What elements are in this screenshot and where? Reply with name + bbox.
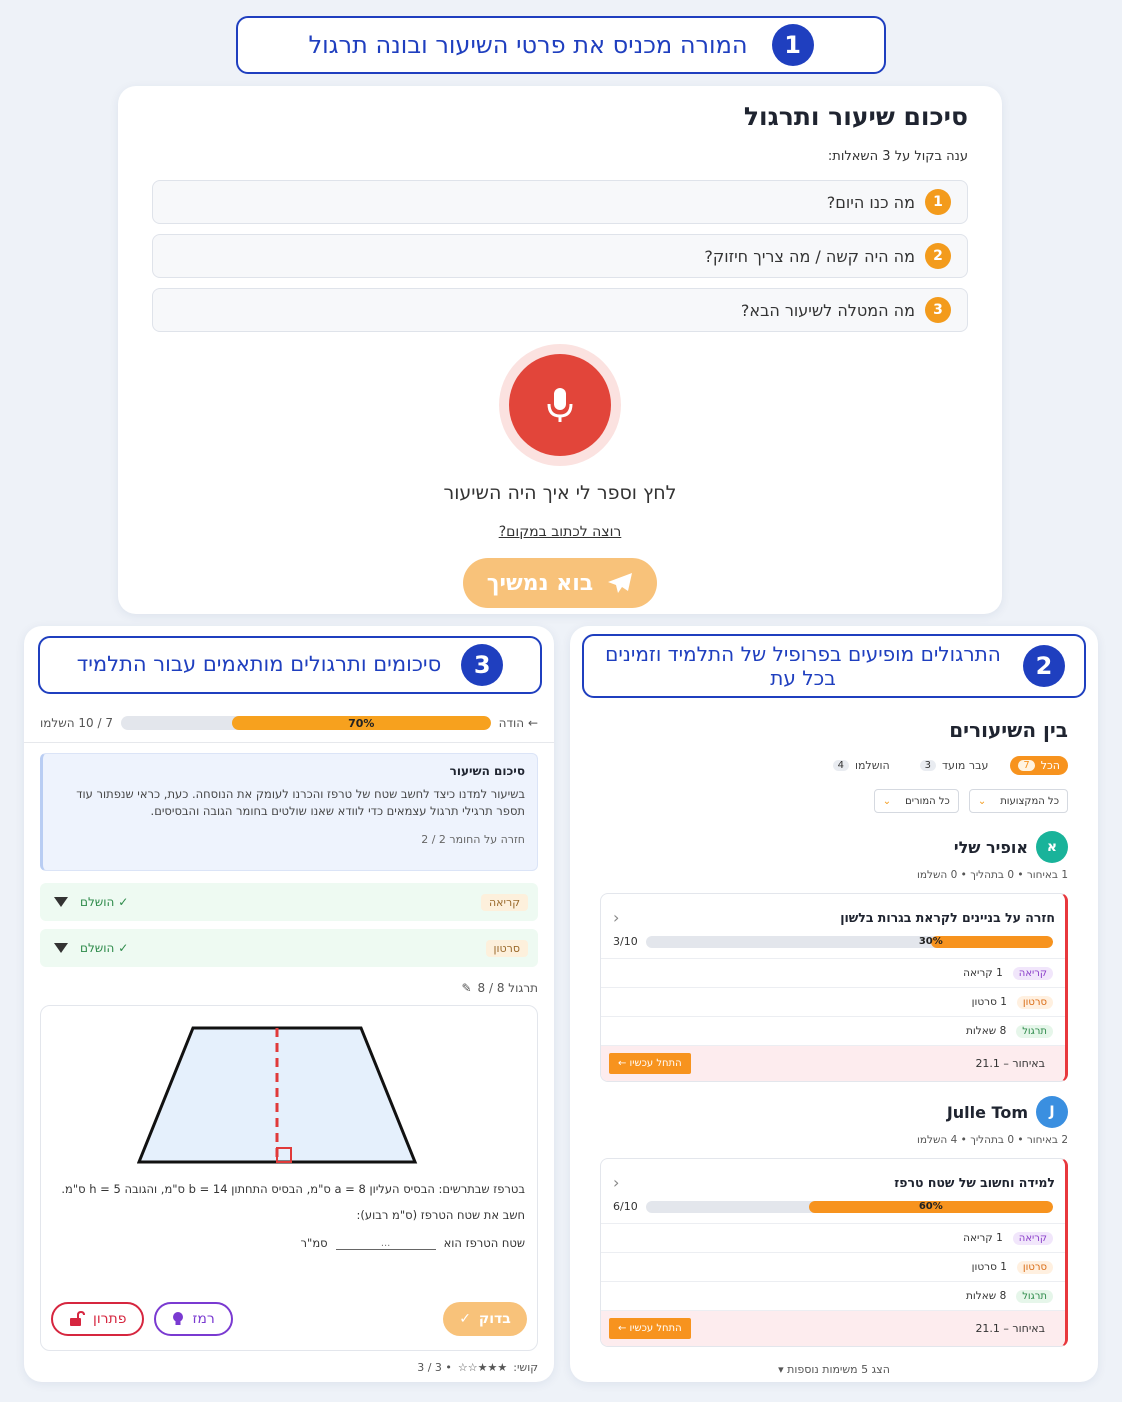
due-status: באיחור – 21.1: [975, 1057, 1045, 1070]
continue-label: בוא נמשיך: [486, 570, 594, 596]
question-text: מה כנו היום?: [826, 192, 915, 212]
hint-button[interactable]: [154, 1302, 232, 1336]
filter-dropdown[interactable]: [874, 789, 959, 813]
item-text: 8 שאלות: [966, 1290, 1007, 1302]
continue-button[interactable]: [463, 558, 657, 608]
item-type-tag: קריאה: [481, 894, 528, 911]
summary-title: סיכום השיעור: [449, 764, 525, 778]
card-title: סיכום שיעור ותרגול: [743, 102, 968, 131]
item-text: 1 סרטון: [971, 1261, 1007, 1273]
lesson-task-item[interactable]: [601, 987, 1065, 1016]
chevron-down-icon: ⌄: [882, 795, 892, 807]
progress-fill: [232, 716, 491, 730]
checkmark-icon: ✓: [459, 1311, 471, 1327]
microphone-icon: [545, 386, 575, 424]
question-number: 3: [925, 297, 951, 323]
student-name: אופיר שלי: [953, 837, 1028, 857]
hint-label: רמז: [192, 1311, 215, 1327]
step-1-banner: [236, 16, 886, 74]
answer-unit: סמ"ר: [300, 1236, 328, 1250]
unlock-icon: [69, 1311, 85, 1327]
progress-bar: [646, 936, 1053, 948]
answer-row: [53, 1236, 525, 1250]
expand-caret-icon[interactable]: [54, 897, 68, 907]
item-text: 1 קריאה: [963, 1232, 1003, 1244]
lesson-task-footer: [601, 1310, 1065, 1346]
student-summary-card: [24, 626, 554, 1382]
lesson-summary: [40, 753, 538, 871]
item-type-tag: סרטון: [486, 940, 528, 957]
filter-dropdown[interactable]: [969, 789, 1068, 813]
lesson-task-item[interactable]: [601, 958, 1065, 987]
question-text: מה המטלה לשיעור הבא?: [740, 300, 915, 320]
write-instead-link[interactable]: רוצה לכתוב במקום?: [498, 524, 622, 540]
record-button[interactable]: [509, 354, 611, 456]
mic-prompt: לחץ וספר לי איך היה השיעור: [443, 482, 677, 504]
step-number: 3: [461, 644, 503, 686]
student-header: [600, 1096, 1068, 1128]
lesson-task-progress: [601, 927, 1065, 958]
item-type-tag: תרגול: [1016, 1025, 1053, 1038]
chevron-left-icon[interactable]: ‹: [613, 908, 620, 927]
lightbulb-icon: [172, 1311, 184, 1327]
chevron-down-icon: ⌄: [977, 795, 987, 807]
expand-caret-icon[interactable]: [54, 943, 68, 953]
progress-percent: 30%: [918, 936, 943, 947]
start-now-button[interactable]: התחל עכשיו ←: [609, 1318, 691, 1339]
tab-label: הושלמו: [854, 759, 890, 772]
lesson-task-card: [600, 1158, 1068, 1347]
avatar: J: [1036, 1096, 1068, 1128]
tab-count: 7: [1018, 760, 1034, 771]
pencil-icon: ✎: [461, 981, 472, 995]
help-buttons: [51, 1302, 233, 1336]
question-row: [152, 288, 968, 332]
step-text: סיכומים ותרגולים מותאמים עבור התלמיד: [76, 652, 442, 677]
step-text: התרגולים מופיעים בפרופיל של התלמיד וזמינים בכל עת: [605, 642, 1001, 690]
lesson-task-footer: [601, 1045, 1065, 1081]
filter-tabs: [600, 756, 1068, 775]
summary-count: חזרה על החומר 2 / 2: [421, 832, 525, 846]
progress-count: 6/10: [613, 1200, 638, 1213]
question-number: 2: [925, 243, 951, 269]
completed-status: [54, 895, 128, 909]
exercise-card: [40, 1005, 538, 1351]
progress-bar: [121, 716, 491, 730]
lesson-summary-card: [118, 86, 1002, 614]
card-subtitle: ענה בקול על 3 השאלות:: [827, 149, 968, 164]
filter-tab[interactable]: [1010, 756, 1068, 775]
mic-halo: [499, 344, 621, 466]
item-text: 1 קריאה: [963, 967, 1003, 979]
tab-count: 4: [833, 760, 849, 771]
student-name: Julle Tom: [946, 1102, 1028, 1122]
filter-tab[interactable]: [912, 756, 997, 775]
lesson-task-progress: [601, 1192, 1065, 1223]
completed-item[interactable]: [40, 929, 538, 967]
item-type-tag: קריאה: [1013, 1232, 1053, 1245]
completed-item[interactable]: [40, 883, 538, 921]
step-number: 2: [1023, 645, 1065, 687]
section-title: בין השיעורים: [949, 718, 1068, 742]
difficulty-row: [40, 1361, 538, 1374]
lesson-task-item[interactable]: [601, 1223, 1065, 1252]
lesson-task-card: [600, 893, 1068, 1082]
item-text: 1 סרטון: [971, 996, 1007, 1008]
tab-label: עבר מועד: [942, 759, 989, 772]
lesson-task-header: [601, 1159, 1065, 1192]
solution-button[interactable]: [51, 1302, 144, 1336]
lesson-task-title: למידה וחשוב של שטח טרפז: [894, 1175, 1055, 1190]
difficulty-count: • 3 / 3: [417, 1361, 452, 1374]
solution-label: פתרון: [93, 1311, 127, 1327]
dropdown-value: כל המקצועות: [1000, 795, 1059, 807]
lesson-task-header: [601, 894, 1065, 927]
send-icon: [607, 572, 633, 594]
trapezoid-diagram: [137, 1024, 427, 1168]
back-link[interactable]: ← הודה: [498, 716, 538, 730]
difficulty-stars: ★★★☆☆: [457, 1361, 508, 1374]
answer-prefix: שטח הטרפז הוא: [443, 1236, 525, 1250]
dropdown-value: כל המורים: [905, 795, 950, 807]
filter-dropdowns: [600, 789, 1068, 813]
practice-progress: [40, 716, 538, 730]
question-row: [152, 234, 968, 278]
exercise-question: חשב את שטח הטרפז (ס"מ רבוע):: [356, 1208, 525, 1222]
lesson-task-item[interactable]: [601, 1281, 1065, 1310]
step-text: המורה מכניס את פרטי השיעור ובונה תרגול: [308, 30, 748, 59]
item-type-tag: סרטון: [1017, 996, 1053, 1009]
question-row: [152, 180, 968, 224]
tab-count: 3: [920, 760, 936, 771]
step-3-banner: [38, 636, 542, 694]
start-now-button[interactable]: התחל עכשיו ←: [609, 1053, 691, 1074]
step-number: 1: [772, 24, 814, 66]
check-label: בדוק: [478, 1311, 511, 1327]
student-lessons-card: [570, 626, 1098, 1382]
lesson-task-title: חזרה על בניינים לקראת בגרות בלשון: [840, 910, 1055, 925]
status-label: ✓ הושלם: [80, 895, 129, 909]
question-text: מה היה קשה / מה צריך חיזוק?: [704, 246, 915, 266]
exercise-actions: [51, 1302, 527, 1336]
exercise-count-label: תרגול 8 / 8: [477, 981, 538, 995]
chevron-left-icon[interactable]: ‹: [613, 1173, 620, 1192]
progress-count: 3/10: [613, 935, 638, 948]
difficulty-label: קושי:: [513, 1361, 538, 1374]
due-status: באיחור – 21.1: [975, 1322, 1045, 1335]
exercise-text: בטרפז שבתרשים: הבסיס העליון a = 8 ס"מ, הבסיס התחתון b = 14 ס"מ, והגובה h = 5 ס"מ.: [61, 1182, 525, 1196]
step-2-banner: [582, 634, 1086, 698]
check-button[interactable]: [443, 1302, 527, 1336]
lesson-task-item[interactable]: [601, 1016, 1065, 1045]
item-type-tag: סרטון: [1017, 1261, 1053, 1274]
tab-label: הכל: [1040, 759, 1060, 772]
summary-text: בשיעור למדנו כיצד לחשב שטח של טרפז והכרנו לעומק את הנוסחה. כעת, כראי שנפתור עוד תספר תרגילי תרגול עצמאים כדי לוודא שאנו שולטים בחומר הגובה והבסיסים.: [76, 787, 525, 819]
answer-input[interactable]: ...: [336, 1238, 436, 1250]
completed-status: [54, 941, 128, 955]
progress-count: 7 / 10 השלמו: [40, 716, 113, 730]
progress-bar: [646, 1201, 1053, 1213]
item-type-tag: תרגול: [1016, 1290, 1053, 1303]
question-number: 1: [925, 189, 951, 215]
avatar: א: [1036, 831, 1068, 863]
item-text: 8 שאלות: [966, 1025, 1007, 1037]
exercise-count: [40, 981, 538, 995]
progress-fill: [931, 936, 1053, 948]
item-type-tag: קריאה: [1013, 967, 1053, 980]
status-label: ✓ הושלם: [80, 941, 129, 955]
progress-percent: 60%: [918, 1201, 943, 1212]
student-header: [600, 831, 1068, 863]
student-meta: 2 באיחור • 0 בתהליך • 4 השלמו: [917, 1134, 1068, 1146]
student-meta: 1 באיחור • 0 בתהליך • 0 השלמו: [917, 869, 1068, 881]
show-more-link[interactable]: הצג 5 משימות נוספות ▾: [778, 1363, 890, 1376]
filter-tab[interactable]: [825, 756, 898, 775]
progress-percent: 70%: [348, 716, 375, 730]
lesson-task-item[interactable]: [601, 1252, 1065, 1281]
